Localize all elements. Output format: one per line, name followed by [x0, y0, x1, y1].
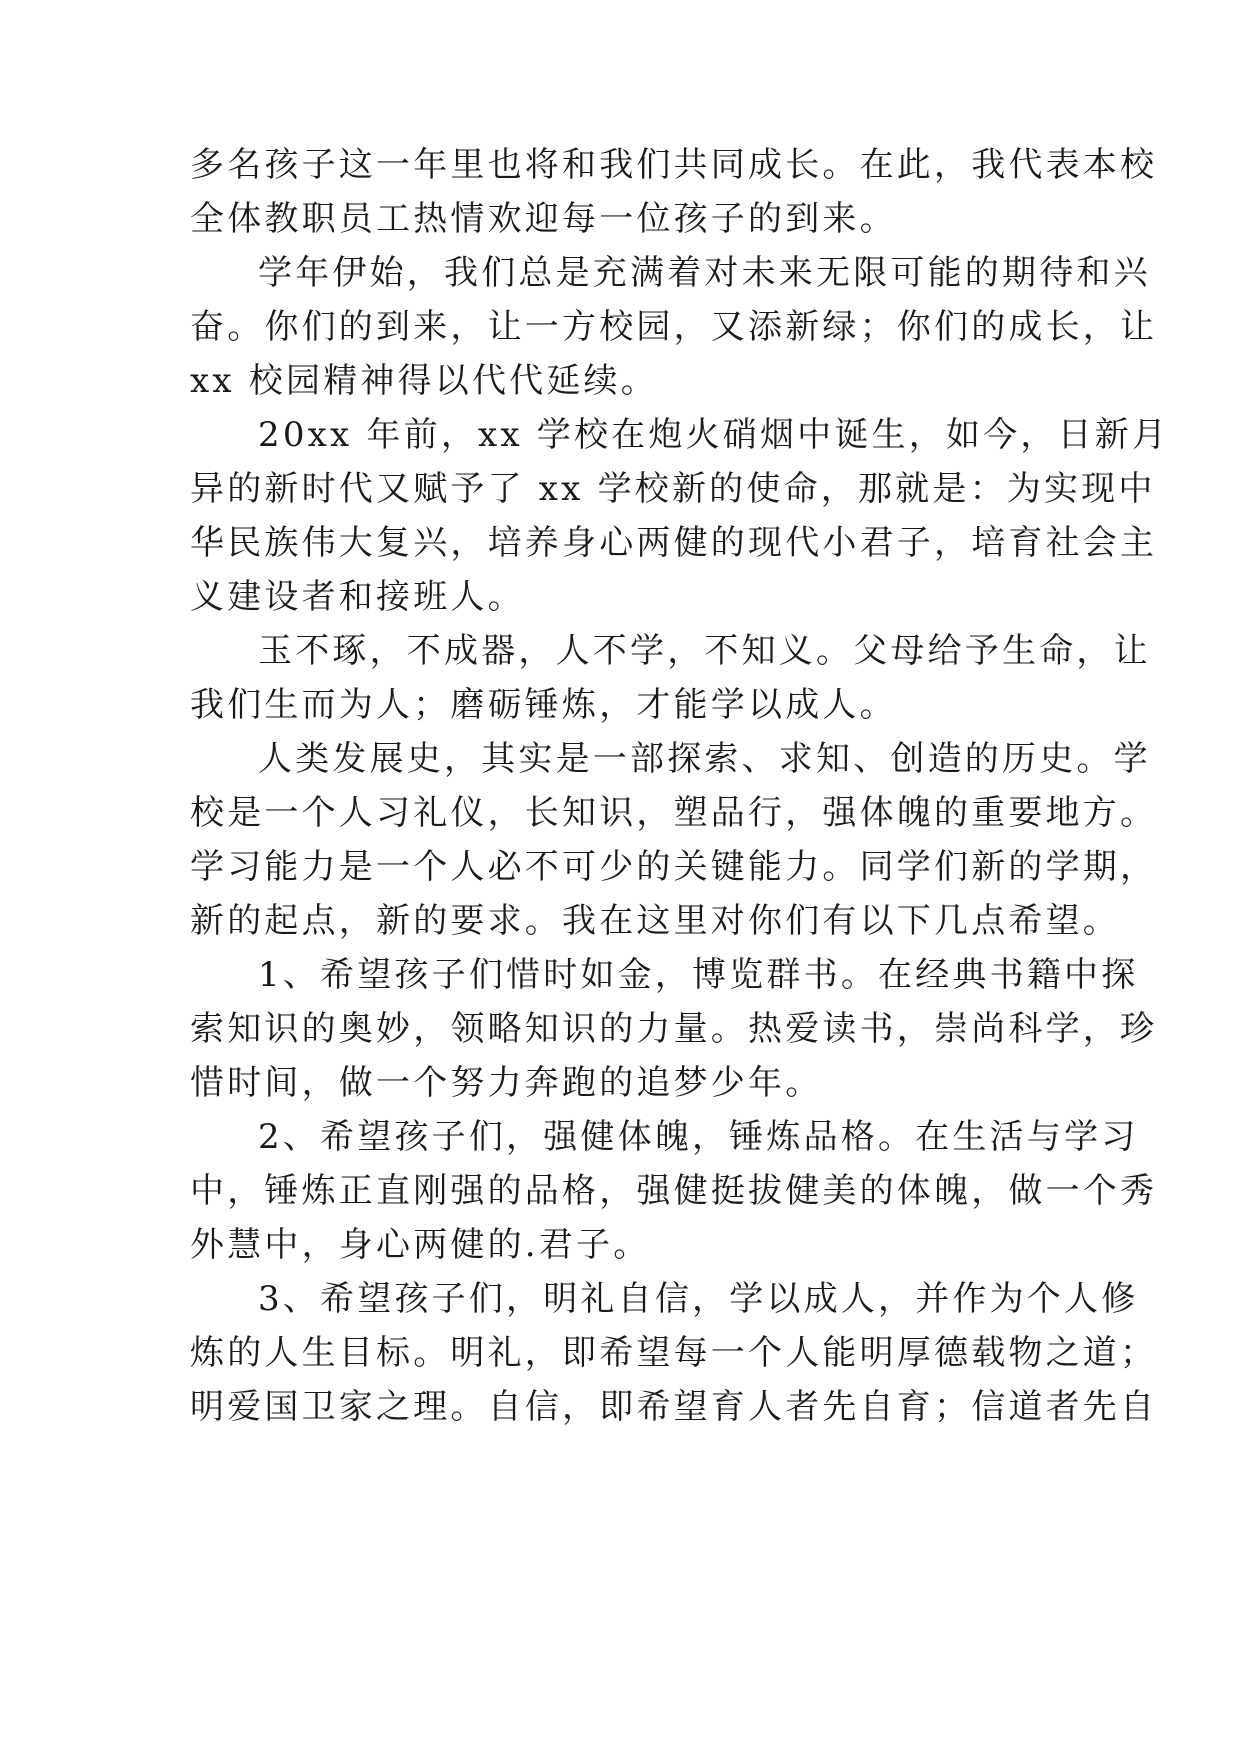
- text-line: 中，锤炼正直刚强的品格，强健挺拔健美的体魄，做一个秀: [190, 1171, 1158, 1211]
- text-line: 新的起点，新的要求。我在这里对你们有以下几点希望。: [190, 901, 1120, 941]
- paragraph-first-line: 学年伊始，我们总是充满着对未来无限可能的期待和兴: [258, 253, 1151, 293]
- text-line: 明爱国卫家之理。自信，即希望育人者先自育；信道者先自: [190, 1387, 1158, 1427]
- text-line: 奋。你们的到来，让一方校园，又添新绿；你们的成长，让: [190, 307, 1158, 347]
- text-line: 索知识的奥妙，领略知识的力量。热爱读书，崇尚科学，珍: [190, 1009, 1158, 1049]
- text-line: 我们生而为人；磨砺锤炼，才能学以成人。: [190, 685, 897, 725]
- paragraph-first-line: 3、希望孩子们，明礼自信，学以成人，并作为个人修: [258, 1279, 1139, 1319]
- text-line: 多名孩子这一年里也将和我们共同成长。在此，我代表本校: [190, 145, 1158, 185]
- text-line: 外慧中，身心两健的.君子。: [190, 1225, 651, 1265]
- text-line: 全体教职员工热情欢迎每一位孩子的到来。: [190, 199, 897, 239]
- text-line: 异的新时代又赋予了 xx 学校新的使命，那就是：为实现中: [190, 469, 1156, 509]
- paragraph-first-line: 20xx 年前，xx 学校在炮火硝烟中诞生，如今，日新月: [258, 415, 1170, 455]
- text-line: 华民族伟大复兴，培养身心两健的现代小君子，培育社会主: [190, 523, 1158, 563]
- paragraph-first-line: 1、希望孩子们惜时如金，博览群书。在经典书籍中探: [258, 955, 1139, 995]
- text-line: 学习能力是一个人必不可少的关键能力。同学们新的学期，: [190, 847, 1158, 887]
- text-line: xx 校园精神得以代代延续。: [190, 361, 658, 401]
- text-line: 炼的人生目标。明礼，即希望每一个人能明厚德载物之道；: [190, 1333, 1158, 1373]
- paragraph-first-line: 玉不琢，不成器，人不学，不知义。父母给予生命，让: [258, 631, 1151, 671]
- paragraph-first-line: 2、希望孩子们，强健体魄，锤炼品格。在生活与学习: [258, 1117, 1139, 1157]
- text-line: 义建设者和接班人。: [190, 577, 525, 617]
- paragraph-first-line: 人类发展史，其实是一部探索、求知、创造的历史。学: [258, 739, 1151, 779]
- text-line: 校是一个人习礼仪，长知识，塑品行，强体魄的重要地方。: [190, 793, 1158, 833]
- text-line: 惜时间，做一个努力奔跑的追梦少年。: [190, 1063, 823, 1103]
